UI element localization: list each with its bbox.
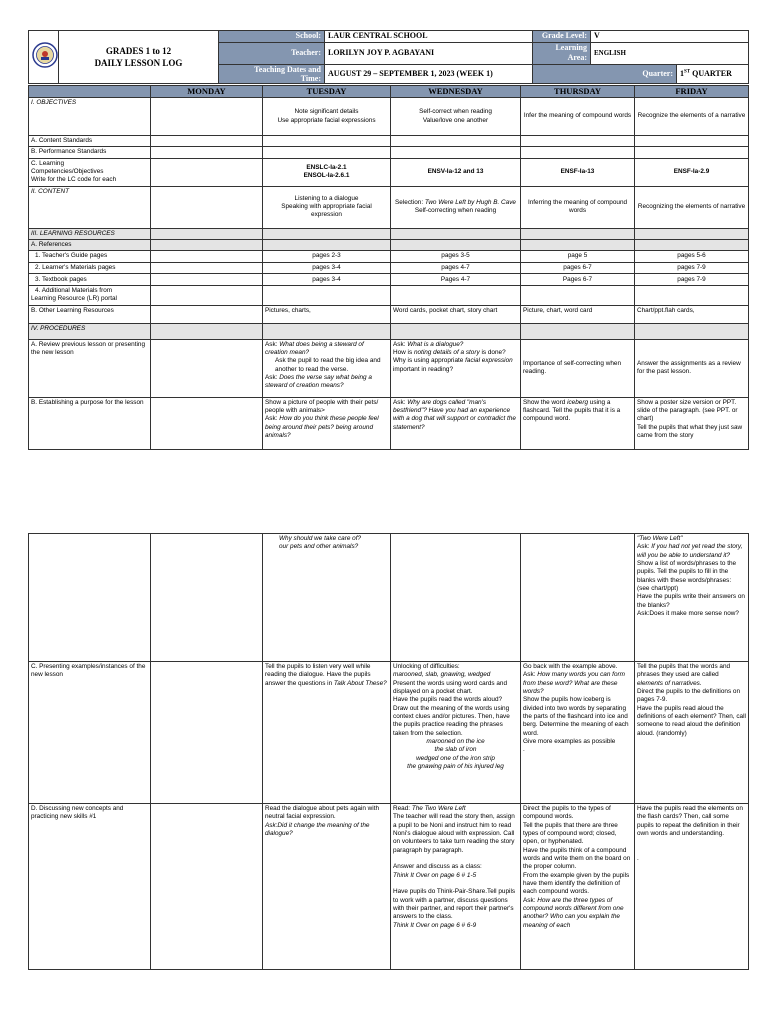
purpose-thu-end: using a flashcard. Tell the pupils that it is a compound word. xyxy=(523,398,621,423)
title-line-2: DAILY LESSON LOG xyxy=(94,58,183,69)
objectives-thu: Infer the meaning of compound words xyxy=(521,98,635,136)
discussing-thu-line-1: Direct the pupils to the types of compound words. xyxy=(523,805,611,821)
quarter-word: QUARTER xyxy=(692,68,732,78)
presenting-wed-practice: Have the pupils read the words aloud? Draw out the meaning of the words using context clues and/or pictures. Then, have the pupils practice reading the phrases taken from the selection. xyxy=(393,696,510,737)
title-line-1: GRADES 1 to 12 xyxy=(105,45,172,56)
procedures-wed xyxy=(391,323,521,339)
learners-materials-row xyxy=(29,262,749,273)
teachers-guide-row xyxy=(29,251,749,262)
competencies-label-line-3: Write for the LC code for each xyxy=(31,176,117,184)
objectives-fri: Recognize the elements of a narrative xyxy=(635,98,749,136)
day-header-row xyxy=(29,86,749,98)
learners-materials-label: 2. Learner's Materials pages xyxy=(29,262,151,273)
content-label: II. CONTENT xyxy=(29,186,151,228)
textbook-row xyxy=(29,274,749,286)
procedures-tue xyxy=(263,323,391,339)
content-wed-line-2: Self-correcting when reading xyxy=(414,207,497,215)
discussing-thu-line-4: From the example given by the pupils have them identify the definition of each compound words. xyxy=(523,871,630,896)
textbook-mon xyxy=(151,274,263,286)
purpose-mon xyxy=(151,397,263,449)
additional-materials-row xyxy=(29,286,749,306)
teachers-guide-mon xyxy=(151,251,263,262)
learners-materials-wed: pages 4-7 xyxy=(391,262,521,273)
purpose-wed-question: Why are dogs called "man's bestfriend"? Have you had an experience with a dog that will support or contradict the statement? xyxy=(393,398,516,431)
additional-materials-mon xyxy=(151,286,263,306)
teacher-value: LORILYN JOY P. AGBAYANI xyxy=(325,43,533,65)
purpose-continued-wed xyxy=(391,534,521,662)
purpose-fri-line-2: Tell the pupils that what they just saw came from the story xyxy=(637,423,743,439)
discussing-wed-pair-share: Have pupils do Think-Pair-Share.Tell pupils to work with a partner, discuss questions with their partner, and report their partner's answers to the class. xyxy=(393,888,516,921)
purpose-tue-line-1: Show a picture of people with their pets/ people with animals> xyxy=(265,398,379,414)
discussing-label: D. Discussing new concepts and practicing new skills #1 xyxy=(29,804,151,970)
competencies-tue-code-1: ENSLC-Ia-2.1 xyxy=(306,163,347,171)
teachers-guide-thu: page 5 xyxy=(521,251,635,262)
discussing-row xyxy=(29,804,749,970)
day-header-blank xyxy=(29,86,151,98)
purpose-label: B. Establishing a purpose for the lesson xyxy=(29,397,151,449)
quarter-value xyxy=(677,64,749,83)
purpose-wed xyxy=(391,397,521,449)
discussing-tue xyxy=(263,804,391,970)
performance-standards-thu xyxy=(521,147,635,158)
review-wed-q3-topic: facial expression xyxy=(465,357,513,365)
resources-tue xyxy=(263,228,391,239)
presenting-thu-ask: Ask: xyxy=(523,671,538,679)
discussing-fri-line-2: . xyxy=(637,854,639,862)
learners-materials-mon xyxy=(151,262,263,273)
references-fri xyxy=(635,240,749,251)
discussing-tue-line-1: Read the dialogue about pets again with neutral facial expression. xyxy=(265,805,380,821)
discussing-thu-question: How are the three types of compound words different from one another? Who can you explain the meaning of each xyxy=(523,896,624,929)
presenting-row xyxy=(29,662,749,804)
content-standards-mon xyxy=(151,136,263,147)
review-wed-q3-start: Why is using appropriate xyxy=(393,357,466,365)
presenting-wed-present: Present the words using word cards and displayed on a pocket chart. xyxy=(393,679,508,695)
quarter-number: 1 xyxy=(680,68,684,78)
content-row xyxy=(29,186,749,228)
content-standards-row xyxy=(29,136,749,147)
competencies-mon xyxy=(151,158,263,186)
performance-standards-row xyxy=(29,147,749,158)
day-tuesday: TUESDAY xyxy=(263,86,391,98)
additional-materials-fri xyxy=(635,286,749,306)
other-resources-wed: Word cards, pocket chart, story chart xyxy=(391,305,521,323)
review-tue-ask-2: Ask: xyxy=(265,373,280,381)
presenting-wed-phrase-3: wedged one of the iron strip xyxy=(416,754,495,762)
discussing-tue-question: Ask:Did it change the meaning of the dialogue? xyxy=(265,821,370,837)
content-mon xyxy=(151,186,263,228)
content-standards-tue xyxy=(263,136,391,147)
objectives-tue-line-1: Note significant details xyxy=(294,108,359,116)
references-label: A. References xyxy=(29,240,151,251)
day-friday: FRIDAY xyxy=(635,86,749,98)
content-standards-thu xyxy=(521,136,635,147)
presenting-fri-term: elements of narratives. xyxy=(637,679,702,687)
log-title xyxy=(59,31,219,84)
teachers-guide-fri: pages 5-6 xyxy=(635,251,749,262)
dates-label-line-1: Teaching Dates and xyxy=(254,64,321,74)
additional-materials-thu xyxy=(521,286,635,306)
textbook-thu: Pages 6-7 xyxy=(521,274,635,286)
presenting-thu-line-5: . xyxy=(523,746,525,754)
textbook-tue: pages 3-4 xyxy=(263,274,391,286)
presenting-thu-line-3: Show the pupils how iceberg is divided into two words by separating the parts of the flashcard into ice and berg. Determine the meaning of each word. xyxy=(523,696,629,737)
purpose-fri xyxy=(635,397,749,449)
school-label: School: xyxy=(219,31,325,43)
presenting-label: C. Presenting examples/instances of the new lesson xyxy=(29,662,151,804)
resources-thu xyxy=(521,228,635,239)
learners-materials-thu: pages 6-7 xyxy=(521,262,635,273)
purpose-tue-ask: Ask: xyxy=(265,415,280,423)
header-table xyxy=(28,30,749,84)
review-tue-question-1: What does being a steward of creation mean? xyxy=(265,340,364,356)
day-monday: MONDAY xyxy=(151,86,263,98)
performance-standards-wed xyxy=(391,147,521,158)
purpose-continued-fri-ask: Ask: xyxy=(637,543,652,551)
discussing-wed-instruction: The teacher will read the story then, assign a pupil to be Noni and instruct him to read Noni's dialogue aloud with expression. Call on volunteers to take turn reading the story paragraph by paragraph. xyxy=(393,813,515,854)
review-wed-ask: Ask: xyxy=(393,340,408,348)
dates-label xyxy=(219,64,325,83)
objectives-row xyxy=(29,98,749,136)
purpose-continued-fri-reference: (see chart/ppt) xyxy=(637,584,679,592)
review-tue-ask-1: Ask: xyxy=(265,340,280,348)
other-resources-fri: Chart/ppt.flah cards, xyxy=(635,305,749,323)
review-fri: Answer the assignments as a review for the past lesson. xyxy=(635,339,749,397)
lesson-table xyxy=(28,85,749,450)
purpose-continued-fri-write: Have the pupils write their answers on the blanks? xyxy=(637,593,745,609)
discussing-wed-discuss: Answer and discuss as a class: xyxy=(393,863,482,871)
objectives-label: I. OBJECTIVES xyxy=(29,98,151,136)
presenting-wed-heading: Unlocking of difficulties: xyxy=(393,663,460,670)
presenting-wed xyxy=(391,662,521,804)
objectives-mon xyxy=(151,98,263,136)
learners-materials-fri: pages 7-9 xyxy=(635,262,749,273)
competencies-label xyxy=(29,158,151,186)
additional-materials-label xyxy=(29,286,151,306)
other-resources-label: B. Other Learning Resources xyxy=(29,305,151,323)
performance-standards-tue xyxy=(263,147,391,158)
content-standards-label: A. Content Standards xyxy=(29,136,151,147)
competencies-label-line-2: Competencies/Objectives xyxy=(31,168,104,176)
area-value: ENGLISH xyxy=(591,43,749,65)
dll-header xyxy=(28,30,748,84)
review-thu: Importance of self-correcting when reading. xyxy=(521,339,635,397)
presenting-tue-section: Talk About These? xyxy=(333,679,387,687)
competencies-row xyxy=(29,158,749,186)
content-fri: Recognizing the elements of narrative xyxy=(635,186,749,228)
discussing-wed-title: The Two Were Left xyxy=(411,805,466,812)
additional-materials-wed xyxy=(391,286,521,306)
presenting-fri-start: Tell the pupils that the words and phrases they used are called xyxy=(637,663,731,679)
additional-materials-tue xyxy=(263,286,391,306)
competencies-fri: ENSF-Ia-2.9 xyxy=(635,158,749,186)
procedures-row xyxy=(29,323,749,339)
resources-row xyxy=(29,228,749,239)
content-wed-selection: Two Were Left by Hugh B. Cave xyxy=(424,198,516,206)
content-tue-line-1: Listening to a dialogue xyxy=(294,194,359,202)
school-value: LAUR CENTRAL SCHOOL xyxy=(325,31,533,43)
resources-label: III. LEARNING RESOURCES xyxy=(29,228,151,239)
presenting-wed-words: marooned, slab, gnawing, wedged xyxy=(393,671,491,679)
presenting-wed-phrase-1: marooned on the ice xyxy=(426,737,485,745)
discussing-thu xyxy=(521,804,635,970)
purpose-wed-ask: Ask: xyxy=(393,398,408,406)
discussing-fri-line-1: Have the pupils read the elements on the flash cards? Then, call some pupils to repeat the definition in their own words and understanding. xyxy=(637,805,743,837)
presenting-thu xyxy=(521,662,635,804)
lesson-table-page-2 xyxy=(28,533,748,970)
discussing-wed-think-2: Think It Over on page 6 # 6-9 xyxy=(393,921,477,929)
purpose-continued-fri-title: "Two Were Left" xyxy=(637,535,683,542)
presenting-mon xyxy=(151,662,263,804)
content-wed xyxy=(391,186,521,228)
purpose-continued-label xyxy=(29,534,151,662)
purpose-continued-row xyxy=(29,534,749,662)
discussing-wed-think-1: Think It Over on page 6 # 1-5 xyxy=(393,871,477,879)
content-standards-fri xyxy=(635,136,749,147)
references-mon xyxy=(151,240,263,251)
objectives-tue-line-2: Use appropriate facial expressions xyxy=(277,116,376,124)
additional-materials-line-2: Learning Resource (LR) portal xyxy=(31,295,117,303)
competencies-wed: ENSV-Ia-12 and 13 xyxy=(391,158,521,186)
purpose-tue-question: How do you think these people feel being around their pets? being around animals? xyxy=(265,415,379,439)
grade-label: Grade Level: xyxy=(533,31,591,43)
review-wed-q3-end: important in reading? xyxy=(393,365,454,373)
textbook-fri: pages 7-9 xyxy=(635,274,749,286)
review-wed-question-1: What is a dialogue? xyxy=(407,340,464,348)
review-label: A. Review previous lesson or presenting the new lesson xyxy=(29,339,151,397)
content-tue xyxy=(263,186,391,228)
review-mon xyxy=(151,339,263,397)
resources-mon xyxy=(151,228,263,239)
objectives-wed xyxy=(391,98,521,136)
lesson-table-continued xyxy=(28,533,749,970)
performance-standards-fri xyxy=(635,147,749,158)
discussing-thu-ask: Ask: xyxy=(523,896,538,904)
references-tue xyxy=(263,240,391,251)
presenting-wed-phrase-2: the slab of iron xyxy=(434,746,477,754)
grade-value: V xyxy=(591,31,749,43)
purpose-continued-mon xyxy=(151,534,263,662)
purpose-continued-tue-line-2: our pets and other animals? xyxy=(279,543,359,551)
purpose-thu-start: Show the word xyxy=(523,398,568,406)
teachers-guide-tue: pages 2-3 xyxy=(263,251,391,262)
deped-seal-icon xyxy=(32,42,58,68)
content-standards-wed xyxy=(391,136,521,147)
presenting-tue xyxy=(263,662,391,804)
additional-materials-line-1: 4. Additional Materials from xyxy=(35,287,113,295)
presenting-thu-line-4: Give more examples as possible xyxy=(523,737,616,745)
discussing-wed-read: Read: xyxy=(393,805,412,812)
purpose-continued-fri-instruction: Show a list of words/phrases to the pupils. Tell the pupils to fill in the blanks with these words/phrases: xyxy=(637,559,737,584)
quarter-suffix: ST xyxy=(684,69,691,75)
discussing-fri xyxy=(635,804,749,970)
content-tue-line-2: Speaking with appropriate facial expression xyxy=(281,203,372,219)
other-resources-tue: Pictures, charts, xyxy=(263,305,391,323)
quarter-label: Quarter: xyxy=(533,64,677,83)
other-resources-mon xyxy=(151,305,263,323)
teachers-guide-label: 1. Teacher's Guide pages xyxy=(29,251,151,262)
competencies-thu: ENSF-Ia-13 xyxy=(521,158,635,186)
performance-standards-label: B. Performance Standards xyxy=(29,147,151,158)
purpose-tue xyxy=(263,397,391,449)
review-wed-q2-topic: noting details of a story xyxy=(413,349,480,356)
competencies-tue xyxy=(263,158,391,186)
presenting-fri-line-2: Direct the pupils to the definitions on pages 7-9. xyxy=(637,687,741,704)
competencies-label-line-1: C. Learning xyxy=(31,159,65,167)
procedures-mon xyxy=(151,323,263,339)
references-wed xyxy=(391,240,521,251)
other-resources-row xyxy=(29,305,749,323)
dates-value: AUGUST 29 – SEPTEMBER 1, 2023 (WEEK 1) xyxy=(325,64,533,83)
procedures-label: IV. PROCEDURES xyxy=(29,323,151,339)
area-label: Learning Area: xyxy=(533,43,591,65)
discussing-thu-line-3: Have the pupils think of a compound words and write them on the board on the proper column. xyxy=(523,846,631,871)
discussing-mon xyxy=(151,804,263,970)
discussing-wed xyxy=(391,804,521,970)
day-thursday: THURSDAY xyxy=(521,86,635,98)
review-tue-instruction: Ask the pupil to read the big idea and another to read the verse. xyxy=(275,357,381,373)
teacher-label: Teacher: xyxy=(219,43,325,65)
presenting-tue-text: Tell the pupils to listen very well while reading the dialogue. Have the pupils answer the questions in xyxy=(265,663,371,687)
procedures-fri xyxy=(635,323,749,339)
lesson-table-page-1 xyxy=(28,85,748,450)
purpose-continued-thu xyxy=(521,534,635,662)
learners-materials-tue: pages 3-4 xyxy=(263,262,391,273)
textbook-label: 3. Textbook pages xyxy=(29,274,151,286)
purpose-row xyxy=(29,397,749,449)
dates-label-line-2: Time: xyxy=(300,73,321,83)
other-resources-thu: Picture, chart, word card xyxy=(521,305,635,323)
references-row xyxy=(29,240,749,251)
teachers-guide-wed: pages 3-5 xyxy=(391,251,521,262)
presenting-thu-line-1: Go back with the example above. xyxy=(523,663,618,670)
content-thu: Inferring the meaning of compound words xyxy=(521,186,635,228)
review-wed-q2-start: How is xyxy=(393,349,414,356)
textbook-wed: Pages 4-7 xyxy=(391,274,521,286)
presenting-thu-question: How many words you can form from these word? What are these words? xyxy=(523,671,625,695)
purpose-continued-fri xyxy=(635,534,749,662)
presenting-fri xyxy=(635,662,749,804)
content-wed-prefix: Selection: xyxy=(395,198,425,206)
resources-wed xyxy=(391,228,521,239)
performance-standards-mon xyxy=(151,147,263,158)
review-row xyxy=(29,339,749,397)
presenting-wed-phrase-4: the gnawing pain of his injured leg xyxy=(407,762,504,770)
review-tue xyxy=(263,339,391,397)
discussing-thu-line-2: Tell the pupils that there are three types of compound word; closed, open, or hyphenated. xyxy=(523,821,618,846)
purpose-continued-fri-check: Ask:Does it make more sense now? xyxy=(637,609,739,617)
review-tue-question-2: Does the verse say what being a steward of creation means? xyxy=(265,373,372,390)
presenting-fri-line-3: Have the pupils read aloud the definitions of each element? Then, call someone to read aloud the definition aloud. (randomly) xyxy=(637,704,746,737)
objectives-tue xyxy=(263,98,391,136)
purpose-thu-word: iceberg xyxy=(567,398,589,406)
objectives-wed-line-2: Value/love one another xyxy=(422,116,489,124)
purpose-fri-line-1: Show a poster size version or PPT. slide of the paragraph. (see PPT. or chart) xyxy=(637,398,738,423)
review-wed-q2-end: is done? xyxy=(479,349,506,356)
purpose-continued-tue xyxy=(263,534,391,662)
purpose-continued-fri-question: If you had not yet read the story, will you be able to understand it? xyxy=(637,543,743,559)
review-wed xyxy=(391,339,521,397)
purpose-thu xyxy=(521,397,635,449)
logo-cell xyxy=(29,31,59,84)
day-wednesday: WEDNESDAY xyxy=(391,86,521,98)
references-thu xyxy=(521,240,635,251)
resources-fri xyxy=(635,228,749,239)
purpose-continued-tue-line-1: Why should we take care of? xyxy=(279,535,362,542)
competencies-tue-code-2: ENSOL-Ia-2.6.1 xyxy=(303,172,350,180)
objectives-wed-line-1: Self-correct when reading xyxy=(419,108,492,116)
procedures-thu xyxy=(521,323,635,339)
